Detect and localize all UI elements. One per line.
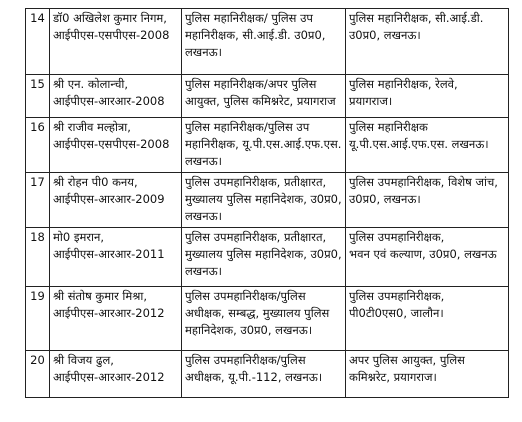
new-posting-line: पुलिस उपमहानिरीक्षक,	[349, 289, 445, 303]
current-posting-line: पुलिस महानिरीक्षक/अपर पुलिस	[185, 77, 317, 91]
officer-name: श्री विजय ढुल,	[53, 353, 114, 367]
new-posting	[346, 9, 509, 75]
officer-batch: आईपीएस-आरआर-2012	[53, 306, 165, 320]
current-posting-line: पुलिस महानिरीक्षक/पुलिस उप	[185, 120, 310, 134]
current-posting	[182, 287, 346, 351]
current-posting	[182, 118, 346, 173]
serial-number: 14	[26, 9, 50, 75]
officer-batch: आईपीएस-एसपीएस-2008	[53, 28, 170, 42]
officer-batch: आईपीएस-आरआर-2011	[53, 247, 165, 261]
current-posting-line: लखनऊ।	[185, 264, 222, 278]
current-posting-line: मुख्यालय पुलिस महानिदेशक, उ0प्र0,	[185, 192, 342, 206]
officer-cell	[50, 173, 182, 228]
new-posting-line: प्रयागराज।	[349, 94, 393, 108]
current-posting-line: पुलिस उपमहानिरीक्षक/पुलिस	[185, 289, 306, 303]
new-posting-line: पुलिस उपमहानिरीक्षक,	[349, 230, 445, 244]
new-posting-line: पुलिस महानिरीक्षक, सी.आई.डी.	[349, 11, 484, 25]
new-posting	[346, 351, 509, 398]
officer-batch: आईपीएस-आरआर-2008	[53, 94, 165, 108]
table-row	[26, 173, 509, 228]
transfer-table	[25, 8, 509, 398]
current-posting-line: आयुक्त, पुलिस कमिश्नरेट, प्रयागराज	[185, 94, 336, 108]
new-posting-line: कमिश्नरेट, प्रयागराज।	[349, 370, 437, 384]
new-posting-line: पुलिस महानिरीक्षक, रेलवे,	[349, 77, 458, 91]
current-posting	[182, 351, 346, 398]
officer-cell	[50, 118, 182, 173]
officer-name: श्री राजीव मल्होत्रा,	[53, 120, 131, 134]
serial-number: 19	[26, 287, 50, 351]
officer-cell	[50, 75, 182, 118]
officer-cell	[50, 351, 182, 398]
officer-batch: आईपीएस-आरआर-2009	[53, 192, 165, 206]
current-posting-line: पुलिस उपमहानिरीक्षक, प्रतीक्षारत,	[185, 175, 327, 189]
officer-batch: आईपीएस-एसपीएस-2008	[53, 137, 170, 151]
new-posting-line: पी0टी0एस0, जालौन।	[349, 306, 444, 320]
new-posting	[346, 75, 509, 118]
new-posting	[346, 173, 509, 228]
officer-cell	[50, 228, 182, 287]
serial-number: 20	[26, 351, 50, 398]
current-posting-line: महानिरीक्षक, सी.आई.डी. उ0प्र0,	[185, 28, 326, 42]
serial-number: 16	[26, 118, 50, 173]
serial-number: 18	[26, 228, 50, 287]
current-posting-line: महानिरीक्षक, यू.पी.एस.आई.एफ.एस.	[185, 137, 342, 151]
officer-name: श्री रोहन पी0 कनय,	[53, 175, 138, 189]
officer-name: डॉ0 अखिलेश कुमार निगम,	[53, 11, 167, 25]
serial-number: 15	[26, 75, 50, 118]
table-row	[26, 118, 509, 173]
current-posting-line: महानिदेशक, उ0प्र0, लखनऊ।	[185, 323, 313, 337]
table-row	[26, 351, 509, 398]
table-row	[26, 9, 509, 75]
officer-name: मो0 इमरान,	[53, 230, 105, 244]
table-row	[26, 75, 509, 118]
current-posting	[182, 228, 346, 287]
current-posting-line: पुलिस उपमहानिरीक्षक, प्रतीक्षारत,	[185, 230, 327, 244]
new-posting	[346, 118, 509, 173]
officer-cell	[50, 287, 182, 351]
officer-name: श्री एन. कोलान्ची,	[53, 77, 129, 91]
new-posting	[346, 287, 509, 351]
new-posting-line: उ0प्र0, लखनऊ।	[349, 28, 421, 42]
serial-number: 17	[26, 173, 50, 228]
current-posting-line: अधीक्षक, सम्बद्ध, मुख्यालय पुलिस	[185, 306, 330, 320]
current-posting-line: पुलिस उपमहानिरीक्षक/पुलिस	[185, 353, 306, 367]
current-posting-line: लखनऊ।	[185, 154, 222, 168]
new-posting-line: भवन एवं कल्याण, उ0प्र0, लखनऊ	[349, 247, 497, 261]
officer-cell	[50, 9, 182, 75]
officer-batch: आईपीएस-आरआर-2012	[53, 370, 165, 384]
new-posting-line: अपर पुलिस आयुक्त, पुलिस	[349, 353, 465, 367]
new-posting-line: पुलिस महानिरीक्षक	[349, 120, 428, 134]
current-posting-line: पुलिस महानिरीक्षक/ पुलिस उप	[185, 11, 313, 25]
table-row	[26, 287, 509, 351]
transfer-table-body	[26, 9, 509, 398]
table-row	[26, 228, 509, 287]
current-posting-line: लखनऊ।	[185, 45, 222, 59]
new-posting-line: उ0प्र0, लखनऊ।	[349, 192, 421, 206]
new-posting-line: यू.पी.एस.आई.एफ.एस. लखनऊ।	[349, 137, 489, 151]
current-posting-line: अधीक्षक, यू.पी.-112, लखनऊ।	[185, 370, 323, 384]
current-posting	[182, 9, 346, 75]
new-posting-line: पुलिस उपमहानिरीक्षक, विशेष जांच,	[349, 175, 498, 189]
officer-name: श्री संतोष कुमार मिश्रा,	[53, 289, 148, 303]
current-posting	[182, 75, 346, 118]
new-posting	[346, 228, 509, 287]
current-posting-line: मुख्यालय पुलिस महानिदेशक, उ0प्र0,	[185, 247, 342, 261]
current-posting	[182, 173, 346, 228]
current-posting-line: लखनऊ।	[185, 209, 222, 223]
